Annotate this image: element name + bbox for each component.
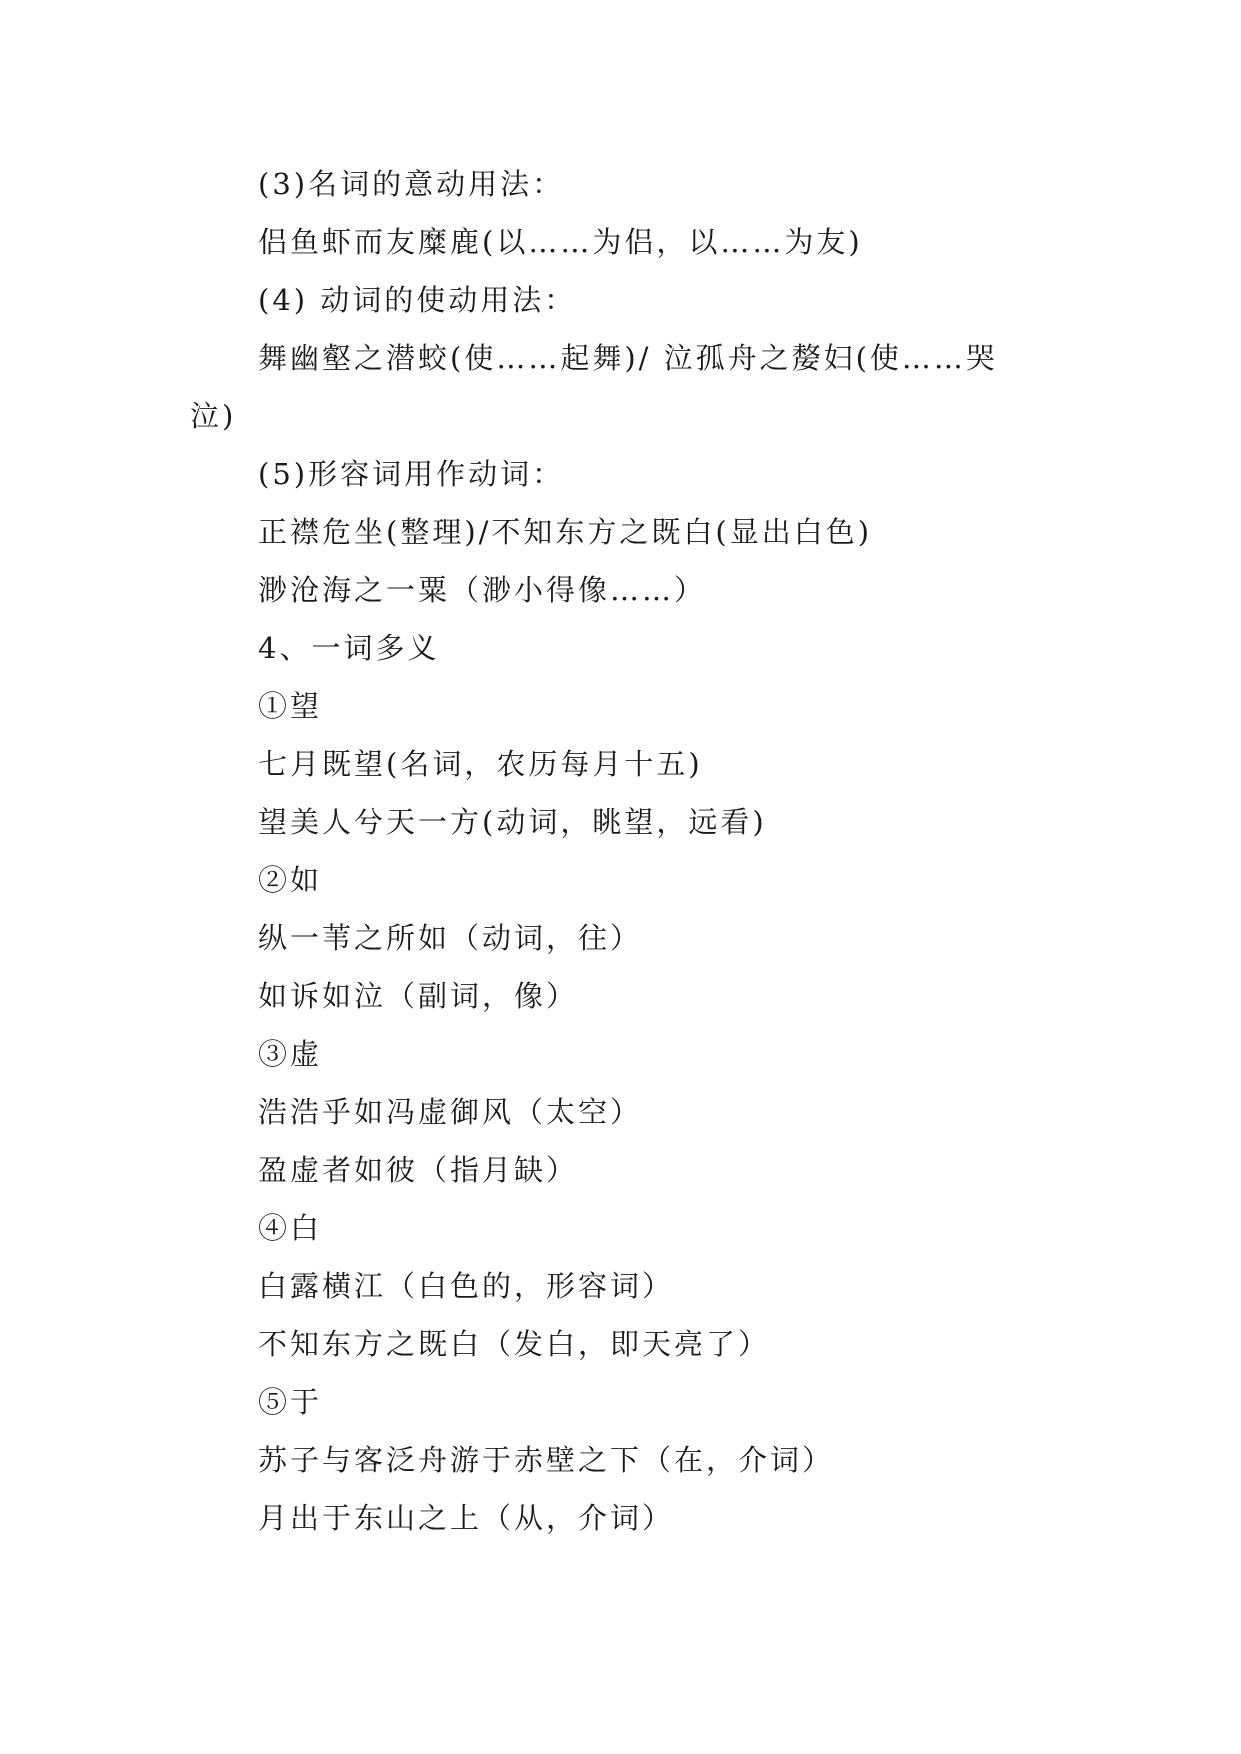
section-heading-noun-putative: (3)名词的意动用法： <box>258 167 565 201</box>
example-line: 如诉如泣（副词，像） <box>258 979 579 1013</box>
example-line: 盈虚者如彼（指月缺） <box>258 1153 579 1187</box>
example-line: 渺沧海之一粟（渺小得像……） <box>258 573 707 607</box>
section-heading-polysemy: 4、一词多义 <box>258 631 440 665</box>
example-line-continuation: 泣) <box>190 399 237 433</box>
example-line: 纵一苇之所如（动词，往） <box>258 921 643 955</box>
example-line: 正襟危坐(整理)/不知东方之既白(显出白色) <box>258 515 873 549</box>
example-line: 月出于东山之上（从，介词） <box>258 1501 675 1535</box>
word-heading: ⑤于 <box>258 1385 323 1419</box>
example-line: 望美人兮天一方(动词，眺望，远看) <box>258 805 767 839</box>
section-heading-adjective-as-verb: (5)形容词用作动词： <box>258 457 565 491</box>
example-line: 白露横江（白色的，形容词） <box>258 1269 675 1303</box>
example-line: 舞幽壑之潜蛟(使……起舞)/ 泣孤舟之嫠妇(使……哭 <box>258 341 998 375</box>
example-line: 七月既望(名词，农历每月十五) <box>258 747 703 781</box>
example-line: 浩浩乎如冯虚御风（太空） <box>258 1095 643 1129</box>
section-heading-verb-causative: (4) 动词的使动用法： <box>258 283 577 317</box>
example-line: 苏子与客泛舟游于赤壁之下（在，介词） <box>258 1443 835 1477</box>
word-heading: ①望 <box>258 689 323 723</box>
word-heading: ④白 <box>258 1211 323 1245</box>
word-heading: ②如 <box>258 863 323 897</box>
example-line: 不知东方之既白（发白，即天亮了） <box>258 1327 771 1361</box>
example-line: 侣鱼虾而友糜鹿(以……为侣，以……为友) <box>258 225 863 259</box>
word-heading: ③虚 <box>258 1037 323 1071</box>
